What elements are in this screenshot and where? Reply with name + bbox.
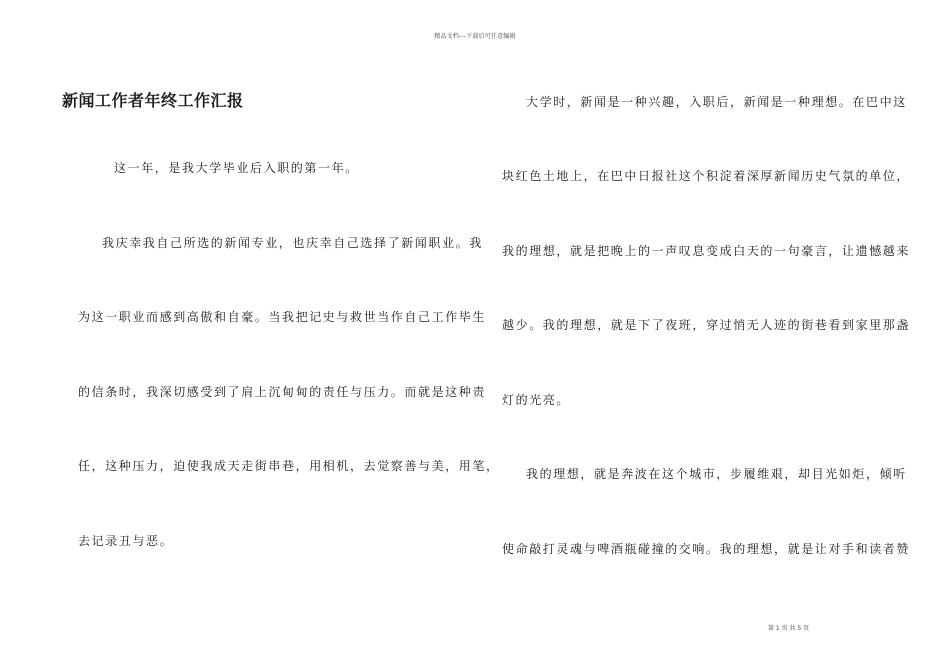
paragraph-line: 块红色土地上，在巴中日报社这个积淀着深厚新闻历史气氛的单位， — [502, 169, 911, 183]
paragraph-line: 我的理想，就是奔波在这个城市，步履维艰，却目光如炬，倾听 — [526, 467, 907, 481]
paragraph-line: 任，这种压力，迫使我成天走街串巷，用相机，去觉察善与美，用笔， — [78, 459, 500, 473]
paragraph-line: 我的理想，就是把晚上的一声叹息变成白天的一句豪言，让遗憾越来 — [502, 244, 911, 258]
paragraph-line: 为这一职业而感到高傲和自豪。当我把记史与救世当作自己工作毕生 — [78, 310, 487, 324]
paragraph-line: 灯的光亮。 — [502, 393, 571, 407]
paragraph-line: 使命敲打灵魂与啤酒瓶碰撞的交响。我的理想，就是让对手和读者赞 — [502, 542, 911, 556]
paragraph-line: 的信条时，我深切感受到了肩上沉甸甸的责任与压力。而就是这种责 — [78, 385, 487, 399]
document-title: 新闻工作者年终工作汇报 — [62, 91, 244, 110]
paragraph-line: 大学时，新闻是一种兴趣，入职后，新闻是一种理想。在巴中这 — [526, 95, 907, 109]
paragraph-line: 我庆幸我自己所选的新闻专业，也庆幸自己选择了新闻职业。我 — [102, 236, 483, 250]
paragraph-line: 去记录丑与恶。 — [78, 534, 174, 548]
page-indicator: 第 1 页 共 5 页 — [768, 625, 810, 632]
paragraph-line: 这一年，是我大学毕业后入职的第一年。 — [114, 161, 359, 175]
paragraph-line: 越少。我的理想，就是下了夜班，穿过悄无人迹的街巷看到家里那盏 — [502, 318, 911, 332]
page-header: 精品文档---下载后可任意编辑 — [434, 33, 516, 40]
